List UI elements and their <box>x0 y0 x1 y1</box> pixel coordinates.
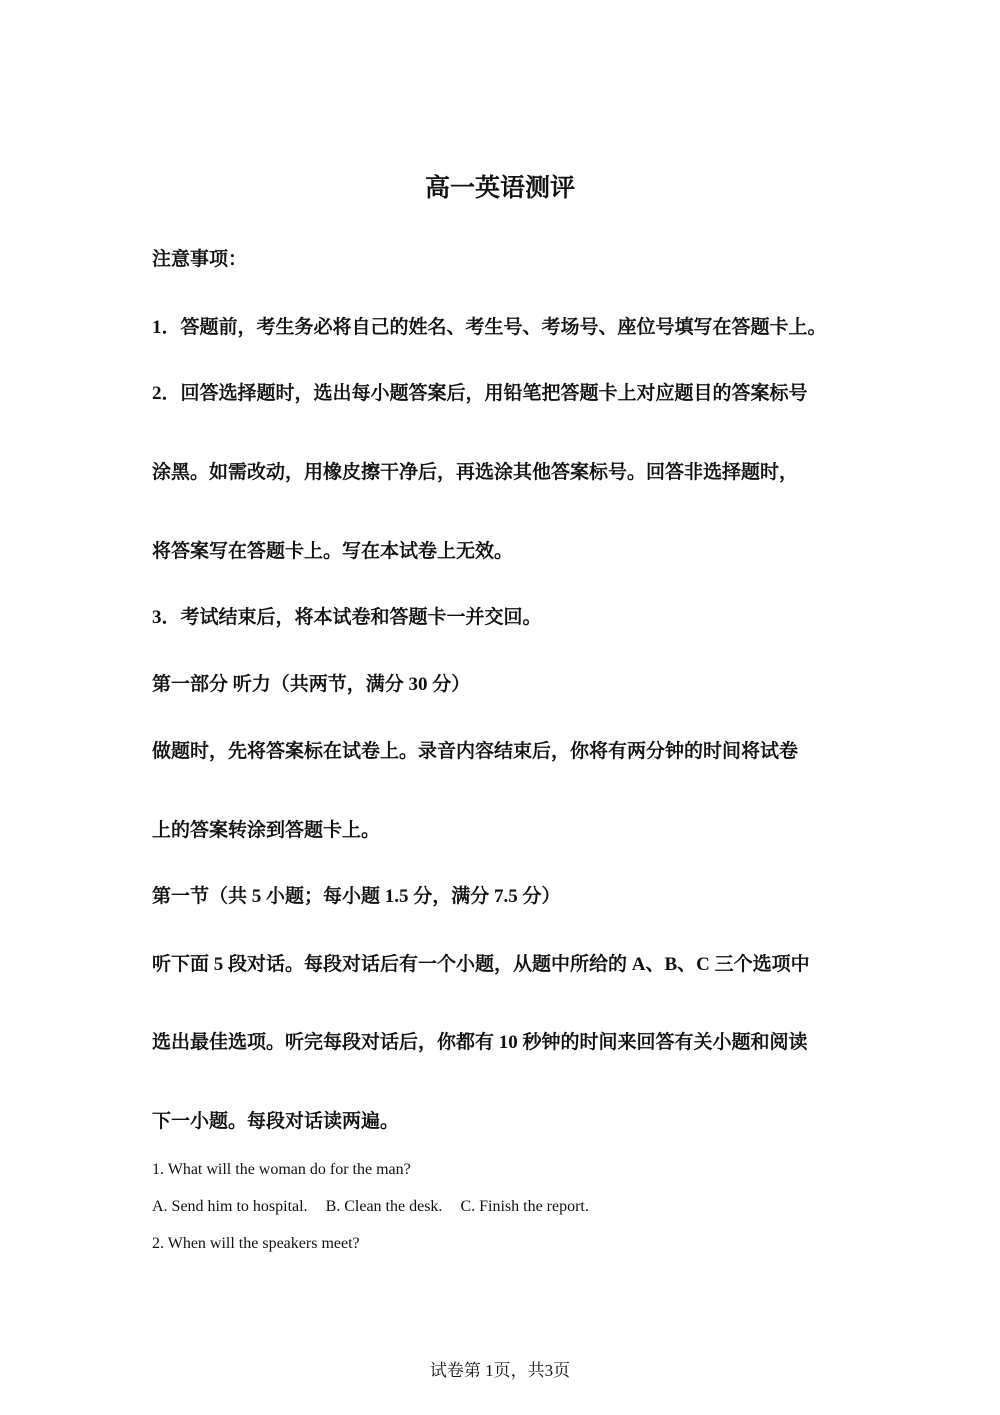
section1-instruction-3: 下一小题。每段对话读两遍。 <box>152 1111 400 1132</box>
question-2: 2. When will the speakers meet? <box>152 1235 360 1252</box>
part1-heading: 第一部分 听力（共两节，满分 30 分） <box>152 674 471 695</box>
option-a: A. Send him to hospital. <box>152 1198 308 1215</box>
question-1: 1. What will the woman do for the man? <box>152 1161 411 1178</box>
notes-heading: 注意事项： <box>152 249 248 270</box>
option-b: B. Clean the desk. <box>325 1198 443 1215</box>
question-1-options <box>152 1198 607 1216</box>
option-c: C. Finish the report. <box>460 1198 589 1215</box>
page-title: 高一英语测评 <box>424 175 575 202</box>
section1-heading: 第一节（共 5 小题；每小题 1.5 分，满分 7.5 分） <box>152 886 561 907</box>
note-line-5: 3．考试结束后，将本试卷和答题卡一并交回。 <box>152 607 542 628</box>
part1-instruction-2: 上的答案转涂到答题卡上。 <box>152 820 381 841</box>
page-footer: 试卷第 1页，共3页 <box>429 1361 571 1380</box>
note-line-1: 1．答题前，考生务必将自己的姓名、考生号、考场号、座位号填写在答题卡上。 <box>152 317 827 338</box>
note-line-4: 将答案写在答题卡上。写在本试卷上无效。 <box>152 541 514 562</box>
part1-instruction-1: 做题时，先将答案标在试卷上。录音内容结束后，你将有两分钟的时间将试卷 <box>152 741 799 762</box>
section1-instruction-1: 听下面 5 段对话。每段对话后有一个小题，从题中所给的 A、B、C 三个选项中 <box>152 954 810 975</box>
section1-instruction-2: 选出最佳选项。听完每段对话后，你都有 10 秒钟的时间来回答有关小题和阅读 <box>152 1032 808 1053</box>
note-line-2: 2．回答选择题时，选出每小题答案后，用铅笔把答题卡上对应题目的答案标号 <box>152 383 808 404</box>
note-line-3: 涂黑。如需改动，用橡皮擦干净后，再选涂其他答案标号。回答非选择题时， <box>152 462 799 483</box>
